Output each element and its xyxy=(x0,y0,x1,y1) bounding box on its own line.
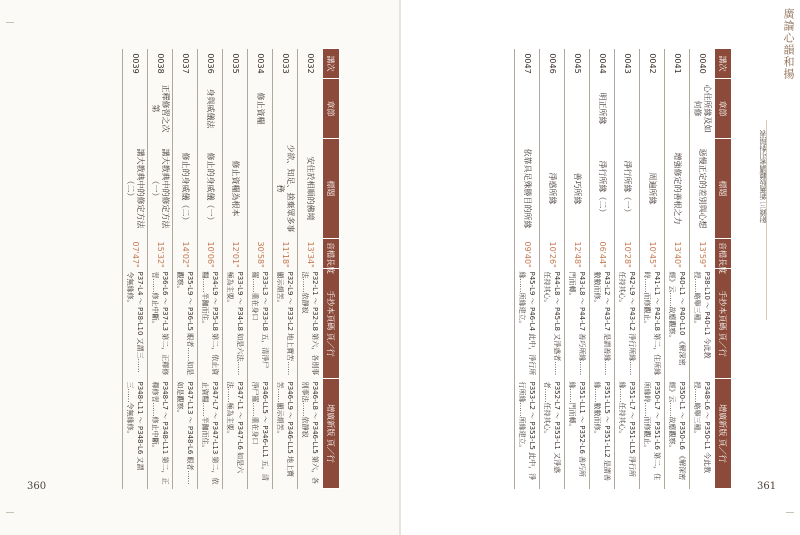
row-old-reference: P45-L9 ～ P46-L4 此中，淨行所緣……所緣建立。 xyxy=(515,269,540,379)
row-title: 講大教典中的修定方法（一） xyxy=(148,139,173,239)
row-new-reference: P348-L6 ～ P350-L1 今此教授……略舉三種。 xyxy=(690,379,715,489)
row-section xyxy=(640,79,665,139)
row-duration: 15'32" xyxy=(148,239,173,269)
row-old-reference: P32-L9 ～ P33-L2 地上寶苦……顯示煩苦。 xyxy=(273,269,298,379)
row-title: 善巧所緣 xyxy=(565,139,590,239)
row-duration: 13'34" xyxy=(298,239,323,269)
row-new-reference: P351-L7 ～ P351-LL5 淨行所緣……任持其心。 xyxy=(615,379,640,489)
row-duration: 14'02" xyxy=(173,239,198,269)
table-row xyxy=(198,49,223,489)
row-number: 0042 xyxy=(640,49,665,79)
row-new-reference: P348-L7 ～ P348-L11 第二，正釋修習……修止中斷。 xyxy=(148,379,173,489)
table-row xyxy=(615,49,640,489)
row-title: 增強修定的善根之力 xyxy=(665,139,690,239)
row-duration: 30'58" xyxy=(248,239,273,269)
row-number: 0037 xyxy=(173,49,198,79)
appendix-subtitle: 附錄三 新舊版聽講索引對照表 xyxy=(759,130,767,224)
header-old-ref: 手抄本頁碼 頁／行 xyxy=(323,269,340,379)
row-number: 0043 xyxy=(615,49,640,79)
row-number: 0044 xyxy=(590,49,615,79)
row-number: 0039 xyxy=(123,49,148,79)
row-number: 0036 xyxy=(198,49,223,79)
header-title: 標題 xyxy=(323,139,340,239)
row-title: 修止的身威儀（一） xyxy=(198,139,223,239)
row-title: 依靠具足殊勝目的所緣 xyxy=(515,139,540,239)
table-row xyxy=(540,49,565,489)
table-row xyxy=(590,49,615,489)
left-table-body xyxy=(123,49,323,489)
row-new-reference: P353-L2 ～ P353-L5 此中，淨行所緣……所緣建立。 xyxy=(515,379,540,489)
row-new-reference: P350-L7 ～ P351-L6 第二，住所緣時……而修觀止。 xyxy=(640,379,665,489)
row-old-reference: P36-L6 ～ P37-L3 第二，正釋修習……修止中斷。 xyxy=(148,269,173,379)
row-old-reference: P37-L4 ～ P38-L10 又謂三……令無緣修。 xyxy=(123,269,148,379)
row-title: 修止的身威儀（二） xyxy=(173,139,198,239)
table-row xyxy=(640,49,665,489)
row-number: 0040 xyxy=(690,49,715,79)
row-new-reference: P346-LL5 ～ P346-LL1 五，清淨尸羅……重在身口 xyxy=(248,379,273,489)
row-duration: 12'01" xyxy=(223,239,248,269)
row-duration: 07'47" xyxy=(123,239,148,269)
row-section xyxy=(665,79,690,139)
header-time: 音檔長度 xyxy=(323,239,340,269)
table-header-row xyxy=(323,49,340,489)
right-index-table xyxy=(514,48,732,489)
table-header-row xyxy=(715,49,732,489)
row-number: 0035 xyxy=(223,49,248,79)
table-row xyxy=(173,49,198,489)
row-title: 惡慢正定的差別與心想 xyxy=(690,139,715,239)
row-duration: 10'45" xyxy=(640,239,665,269)
row-section: 修止資糧 xyxy=(248,79,273,139)
row-old-reference: P35-L9 ～ P36-L5 眼者……如是觀察。 xyxy=(173,269,198,379)
row-title: 周遍所緣 xyxy=(640,139,665,239)
row-old-reference: P43-L8 ～ P44-L7 善巧所緣……門而轉。 xyxy=(565,269,590,379)
row-section xyxy=(565,79,590,139)
row-new-reference: P351-LL1 ～ P352-L6 善巧所緣……門而轉。 xyxy=(565,379,590,489)
row-number: 0047 xyxy=(515,49,540,79)
row-duration: 10'06" xyxy=(198,239,223,269)
row-duration: 13'59" xyxy=(690,239,715,269)
table-row xyxy=(565,49,590,489)
row-new-reference: P346-L8 ～ P346-LL5 第六，各別事法……依靜寂 xyxy=(298,379,323,489)
table-row xyxy=(123,49,148,489)
table-row xyxy=(690,49,715,489)
crop-mark xyxy=(6,512,14,513)
row-section xyxy=(615,79,640,139)
header-no: 講次 xyxy=(323,49,340,79)
header-title: 標題 xyxy=(715,139,732,239)
row-section: 明正所緣 xyxy=(590,79,615,139)
header-new-ref: 增廣新版 頁／行 xyxy=(323,379,340,489)
table-row xyxy=(273,49,298,489)
row-new-reference: P347-L7 ～ P347-L13 第二，依止資糧……半跏而住。 xyxy=(198,379,223,489)
row-old-reference: P43-L2 ～ P43-L7 是謂善緣……數數而修。 xyxy=(590,269,615,379)
row-number: 0032 xyxy=(298,49,323,79)
row-section xyxy=(123,79,148,139)
header-section: 章節 xyxy=(715,79,732,139)
row-title: 少欲、知足、捨棄眾多事務 xyxy=(273,139,298,239)
row-section: 心住所緣及如何修 xyxy=(690,79,715,139)
header-old-ref: 手抄本頁碼 頁／行 xyxy=(715,269,732,379)
row-duration: 12'48" xyxy=(565,239,590,269)
row-duration: 10'28" xyxy=(615,239,640,269)
row-old-reference: P33-L3 ～ P33-L8 五，清淨尸羅……重在身口 xyxy=(248,269,273,379)
row-old-reference: P40-L1 ～ P40-L10 《解深密經》云……故應觀察。 xyxy=(665,269,690,379)
row-old-reference: P41-L1 ～ P42-L8 第二，住所緣時……而修觀止。 xyxy=(640,269,665,379)
row-old-reference: P44-L8 ～ P45-L8 又淨惑者……任持其心。 xyxy=(540,269,565,379)
book-spine xyxy=(399,0,401,535)
row-new-reference: P347-L1 ～ P347-L6 如是六法……極為主要。 xyxy=(223,379,248,489)
row-duration: 06'44" xyxy=(590,239,615,269)
row-old-reference: P34-L9 ～ P35-L8 第二，依止資糧……半跏而住。 xyxy=(198,269,223,379)
row-duration: 10'26" xyxy=(540,239,565,269)
page-number-right: 361 xyxy=(757,481,777,492)
right-table-body xyxy=(515,49,715,489)
row-number: 0045 xyxy=(565,49,590,79)
row-new-reference: P347-L13 ～ P348-L6 眼者……如是觀察。 xyxy=(173,379,198,489)
left-index-table-wrapper xyxy=(122,48,340,488)
row-old-reference: P42-L9 ～ P43-L2 淨行所緣……任持其心。 xyxy=(615,269,640,379)
row-section xyxy=(298,79,323,139)
row-duration: 13'40" xyxy=(665,239,690,269)
row-section: 正釋修習之次第 xyxy=(148,79,173,139)
crop-mark xyxy=(786,512,794,513)
header-new-ref: 增廣新版 頁／行 xyxy=(715,379,732,489)
header-time: 音檔長度 xyxy=(715,239,732,269)
row-section xyxy=(173,79,198,139)
row-number: 0041 xyxy=(665,49,690,79)
right-index-table-wrapper xyxy=(514,48,732,488)
row-section xyxy=(273,79,298,139)
row-title: 淨行所緣（二） xyxy=(590,139,615,239)
crop-mark xyxy=(6,22,14,23)
table-row xyxy=(298,49,323,489)
table-row xyxy=(515,49,540,489)
row-title: 講大教典中的修定方法（二） xyxy=(123,139,148,239)
table-row xyxy=(248,49,273,489)
row-section xyxy=(223,79,248,139)
row-old-reference: P38-L10 ～ P40-L1 今此教授……略舉三種。 xyxy=(690,269,715,379)
header-section: 章節 xyxy=(323,79,340,139)
row-new-reference: P352-L7 ～ P353-L1 又淨惑者……任持其心。 xyxy=(540,379,565,489)
row-title: 修止資糧為根本 xyxy=(223,139,248,239)
row-title: 淨行所緣（一） xyxy=(615,139,640,239)
row-new-reference: P350-L1 ～ P350-L6 《解深密經》云……故應觀察。 xyxy=(665,379,690,489)
row-title: 淨惑所緣 xyxy=(540,139,565,239)
row-new-reference: P346-L9 ～ P346-LL5 地上寶苦……顯示煩苦。 xyxy=(273,379,298,489)
row-section xyxy=(515,79,540,139)
row-section: 身與威儀法 xyxy=(198,79,223,139)
table-row xyxy=(148,49,173,489)
header-no: 講次 xyxy=(715,49,732,79)
table-row xyxy=(665,49,690,489)
row-title xyxy=(248,139,273,239)
row-number: 0033 xyxy=(273,49,298,79)
row-new-reference: P348-L11 ～ P348-L6 又謂三……令無緣修。 xyxy=(123,379,148,489)
page-number-left: 360 xyxy=(27,481,47,492)
row-number: 0046 xyxy=(540,49,565,79)
book-brand-title: 廣論心韻和揚 xyxy=(782,8,795,80)
row-number: 0034 xyxy=(248,49,273,79)
row-old-reference: P32-L1 ～ P32-L8 第六，各別事法……依靜寂 xyxy=(298,269,323,379)
left-index-table xyxy=(122,48,340,489)
row-number: 0038 xyxy=(148,49,173,79)
row-duration: 11'18" xyxy=(273,239,298,269)
row-section xyxy=(540,79,565,139)
row-duration: 09'40" xyxy=(515,239,540,269)
row-new-reference: P351-LL5 ～ P351-LL2 是謂善緣……數數而修。 xyxy=(590,379,615,489)
row-old-reference: P33-L9 ～ P34-L8 如是六法……極為主要。 xyxy=(223,269,248,379)
table-row xyxy=(223,49,248,489)
row-title: 安住於相順的佛境 xyxy=(298,139,323,239)
